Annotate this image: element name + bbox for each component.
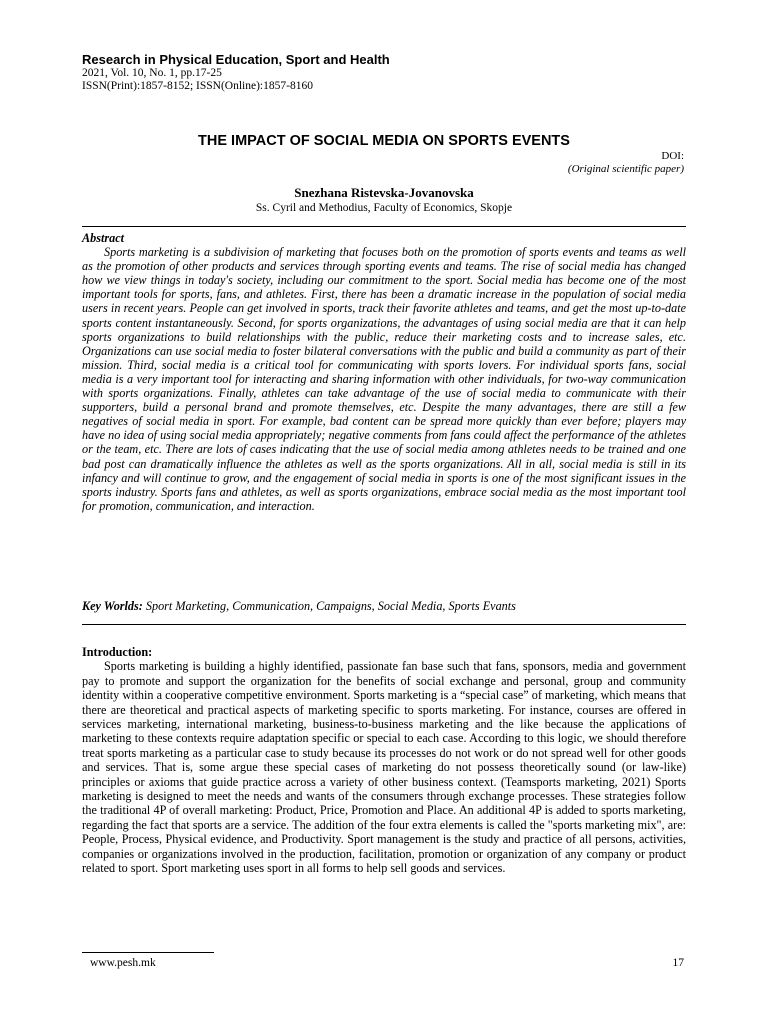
abstract-section [82, 231, 686, 513]
introduction-text: Sports marketing is building a highly identified, passionate fan base such that fans, sponsors, media and government pay to promote and support the organization for the benefits of social exchange and personal, group and community identity within a cooperative competitive environment. Sports marketing is a “special case” of marketing, which means that there are theoretical and practical aspects of marketing specific to sports marketing. For instance, courses are offered in services marketing, international marketing, business-to-business marketing and the like because the applications of marketing to these contexts require adaptation specific or special to each case. According to this logic, we should therefore treat sports marketing as a particular case to study because its processes do not work or do not spread well for other goods and services. That is, some argue these special cases of marketing do not possess theoretically sound (or law-like) principles or axioms that guide practice across a variety of other business context. (Teamsports marketing, 2021) Sports marketing is designed to meet the needs and wants of the consumers through exchange processes. These strategies follow the traditional 4P of overall marketing: Product, Price, Promotion and Place. An additional 4P is added to sports marketing, regarding the fact that sports are a service. The addition of the four extra elements is called the "sports marketing mix", are: People, Process, Physical evidence, and Productivity. Sport management is the study and practice of all persons, activities, companies or organizations involved in the production, facilitation, promotion or organization of any company or product related to sport. Sport marketing uses sport in all forms to help sell goods and services. [82, 659, 686, 876]
author-name: Snezhana Ristevska-Jovanovska [294, 185, 474, 200]
footer-website: www.pesh.mk [90, 957, 156, 969]
page-number: 17 [672, 957, 684, 969]
footer-rule [82, 952, 214, 953]
doi-label: DOI: [661, 150, 684, 162]
abstract-heading: Abstract [82, 231, 124, 245]
introduction-heading: Introduction: [82, 645, 153, 659]
author-affiliation: Ss. Cyril and Methodius, Faculty of Economics, Skopje [255, 202, 513, 214]
divider-top [82, 226, 686, 227]
journal-name: Research in Physical Education, Sport and Health [82, 52, 390, 67]
journal-issn: ISSN(Print):1857-8152; ISSN(Online):1857-8160 [82, 80, 313, 92]
paper-type: (Original scientific paper) [567, 163, 684, 175]
divider-bottom [82, 624, 686, 625]
journal-volume: 2021, Vol. 10, No. 1, pp.17-25 [82, 67, 222, 79]
doi-block [568, 150, 684, 176]
keywords-section [82, 599, 686, 613]
abstract-text: Sports marketing is a subdivision of marketing that focuses both on the promotion of sports events and teams as well as the promotion of other products and services through sporting events and teams. The rise of social media has changed how we view things in today's society, including our commitment to the sport. Social media has become one of the most important tools for sports, fans, and athletes. First, there has been a dramatic increase in the population of social media users in recent years. People can get involved in sports, track their favorite athletes and teams, and get the most up-to-date sports content instantaneously. Second, for sports organizations, the advantages of using social media are that it can help sports organizations to build relationships with the public, reduce their marketing costs and to increase sales, etc. Organizations can use social media to foster bilateral conversations with the public and build a community as part of their mission. Third, social media is a critical tool for communicating with sports lovers. For individual sports fans, social media is a very important tool for interacting and sharing information with other individuals, for two-way communication with sports organizations. Finally, athletes can take advantage of the use of social media to communicate with their supporters, build a personal brand and promote themselves, etc. Despite the many advantages, there are still a few negatives of social media in sport. For example, bad content can be spread more quickly than ever before; players may have no idea of using social media appropriately; negative comments from fans could affect the performance of the athletes or the team, etc. There are lots of cases indicating that the use of social media among athletes needs to be trained and one bad post can dramatically influence the athletes as well as the sports organizations. All in all, social media is still in its infancy and will continue to grow, and the engagement of social media in sports is one of the most significant issues in the sports industry. Sports fans and athletes, as well as sports organizations, embrace social media as the most important tool for promotion, communication, and interaction. [82, 245, 686, 513]
introduction-section [82, 645, 686, 876]
journal-header [82, 52, 682, 93]
article-title: THE IMPACT OF SOCIAL MEDIA ON SPORTS EVENTS [198, 133, 570, 149]
keywords-text: Sport Marketing, Communication, Campaigns, Social Media, Sports Evants [145, 599, 516, 613]
keywords-label: Key Worlds: [82, 599, 143, 613]
